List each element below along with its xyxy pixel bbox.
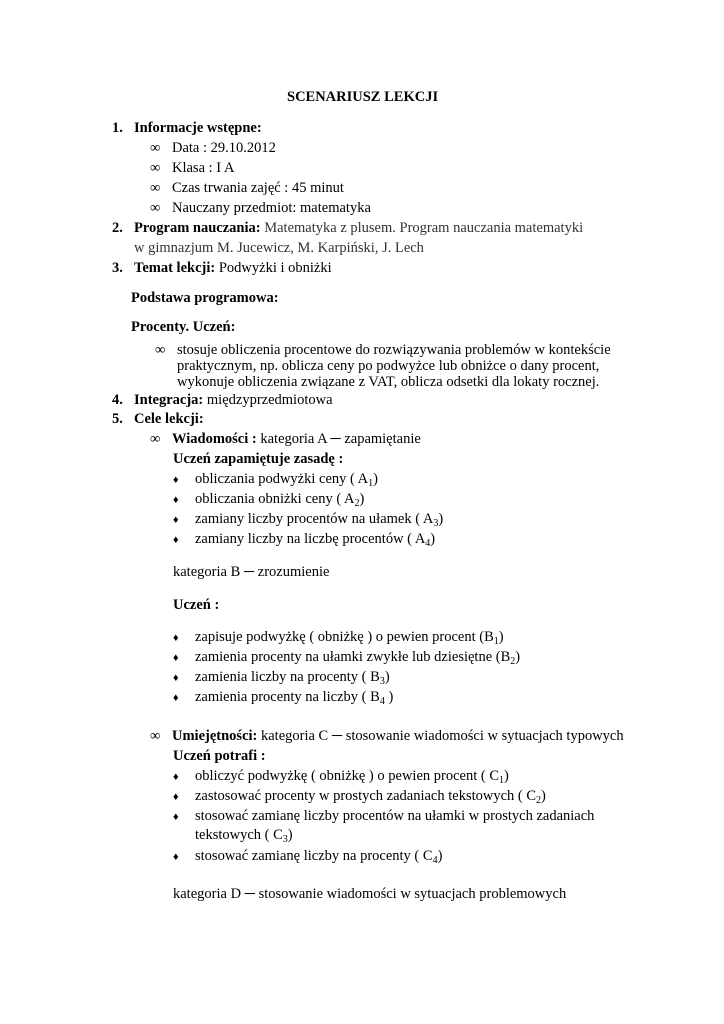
list-item: ♦ obliczania podwyżki ceny ( $A_1$) <box>173 471 378 489</box>
section-4-number: 4. <box>112 392 123 408</box>
list-item: ♦ stosować zamianę liczby na procenty ( $C_4$) <box>173 848 443 866</box>
diamond-bullet-icon: ♦ <box>173 632 179 644</box>
list-item: ♦ zapisuje podwyżkę ( obniżkę ) o pewien procent $(B_1)$ <box>173 629 504 647</box>
section-3-number: 3. <box>112 260 123 276</box>
list-item: ♦ zastosować procenty w prostych zadaniach tekstowych ( $C_2$) <box>173 788 546 806</box>
list-item: ∞ Czas trwania zajęć : 45 minut <box>150 180 344 196</box>
infinity-bullet-icon: ∞ <box>150 431 161 447</box>
diamond-bullet-icon: ♦ <box>173 534 179 546</box>
infinity-bullet-icon: ∞ <box>150 200 161 216</box>
page-title: SCENARIUSZ LEKCJI <box>287 89 439 105</box>
program-nauczania-cont: w gimnazjum M. Jucewicz, M. Karpiński, J. Lech <box>134 240 424 256</box>
uczen-label: Uczeń : <box>173 597 220 613</box>
diamond-bullet-icon: ♦ <box>173 692 179 704</box>
list-item: ♦ stosować zamianę liczby procentów na ułamki w prostych zadaniach <box>173 808 595 824</box>
infinity-bullet-icon: ∞ <box>155 342 166 358</box>
list-item-cont: praktycznym, np. oblicza ceny po podwyżce lub obniżce o dany procent, <box>177 358 600 374</box>
infinity-bullet-icon: ∞ <box>150 180 161 196</box>
section-5-heading: Cele lekcji: <box>134 411 204 427</box>
list-item: ∞ Klasa : I A <box>150 160 235 176</box>
wiadomosci-line: ∞ Wiadomości : kategoria A ─ zapamiętanie <box>150 431 421 447</box>
list-item: ♦ zamiany liczby na liczbę procentów ( $A_4$) <box>173 531 436 549</box>
section-2-number: 2. <box>112 220 123 236</box>
list-item: ∞ Nauczany przedmiot: matematyka <box>150 200 371 216</box>
umiejetnosci-sub: Uczeń potrafi : <box>173 748 266 764</box>
wiadomosci-sub: Uczeń zapamiętuje zasadę : <box>173 451 344 467</box>
list-item: ♦ zamienia liczby na procenty ( $B_3$) <box>173 669 390 687</box>
program-nauczania: Program nauczania: Matematyka z plusem. Program nauczania matematyki <box>134 220 584 236</box>
diamond-bullet-icon: ♦ <box>173 811 179 823</box>
list-item: ♦ zamiany liczby procentów na ułamek ( $A_3$) <box>173 511 444 529</box>
temat-lekcji: Temat lekcji: Podwyżki i obniżki <box>134 260 332 276</box>
diamond-bullet-icon: ♦ <box>173 771 179 783</box>
list-item-cont: tekstowych ( $C_3$) <box>195 827 293 845</box>
procenty-heading: Procenty. Uczeń: <box>131 319 236 335</box>
diamond-bullet-icon: ♦ <box>173 791 179 803</box>
diamond-bullet-icon: ♦ <box>173 514 179 526</box>
diamond-bullet-icon: ♦ <box>173 652 179 664</box>
diamond-bullet-icon: ♦ <box>173 494 179 506</box>
kategoria-d: kategoria D ─ stosowanie wiadomości w sytuacjach problemowych <box>173 886 567 902</box>
list-item: ∞ Data : 29.10.2012 <box>150 140 276 156</box>
infinity-bullet-icon: ∞ <box>150 140 161 156</box>
section-1-number: 1. <box>112 120 123 136</box>
list-item: ♦ obliczyć podwyżkę ( obniżkę ) o pewien procent ( $C_1$) <box>173 768 509 786</box>
list-item: ♦ obliczania obniżki ceny ( $A_2$) <box>173 491 365 509</box>
kategoria-b: kategoria B ─ zrozumienie <box>173 564 330 580</box>
list-item: ♦ zamienia procenty na liczby ( $B_4$ ) <box>173 689 394 707</box>
diamond-bullet-icon: ♦ <box>173 672 179 684</box>
list-item: ♦ zamienia procenty na ułamki zwykłe lub dziesiętne $(B_2)$ <box>173 649 521 667</box>
diamond-bullet-icon: ♦ <box>173 851 179 863</box>
list-item: ∞ stosuje obliczenia procentowe do rozwiązywania problemów w kontekście <box>155 342 611 358</box>
infinity-bullet-icon: ∞ <box>150 728 161 744</box>
section-1-heading: Informacje wstępne: <box>134 120 262 136</box>
section-5-number: 5. <box>112 411 123 427</box>
infinity-bullet-icon: ∞ <box>150 160 161 176</box>
list-item-cont: wykonuje obliczenia związane z VAT, oblicza odsetki dla lokaty rocznej. <box>177 374 600 390</box>
podstawa-programowa: Podstawa programowa: <box>131 290 279 306</box>
umiejetnosci-line: ∞ Umiejętności: kategoria C ─ stosowanie wiadomości w sytuacjach typowych <box>150 728 624 744</box>
diamond-bullet-icon: ♦ <box>173 474 179 486</box>
integracja: Integracja: międzyprzedmiotowa <box>134 392 333 408</box>
